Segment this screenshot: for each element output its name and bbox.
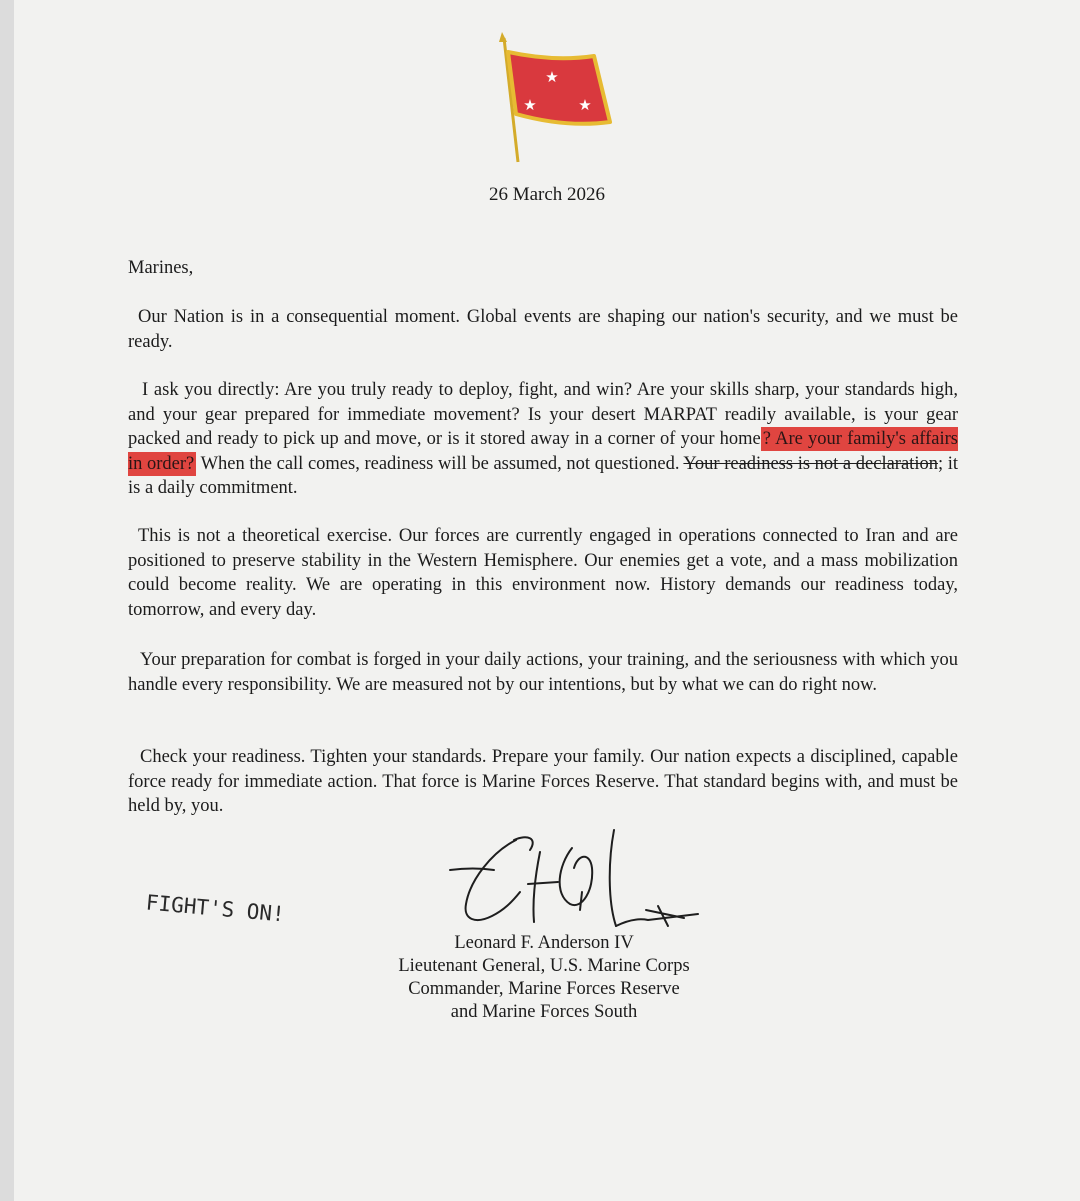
paragraph-2 xyxy=(128,378,958,501)
struck-through-text: Your readiness is not a declaration xyxy=(683,453,938,474)
general-flag-icon xyxy=(484,30,624,165)
paragraph-5: Check your readiness. Tighten your standards. Prepare your family. Our nation expects a disciplined, capable force ready for immediate action. That force is Marine Forces Reserve. That standard begins with, and must be held by, you. xyxy=(128,747,958,816)
salutation: Marines, xyxy=(128,258,194,278)
highlighted-question: ? Are your family's affairs in order? xyxy=(128,429,958,474)
signature xyxy=(432,822,702,942)
svg-text:★: ★ xyxy=(523,96,537,114)
signature-block xyxy=(314,932,774,1024)
paragraph-2-text-middle: When the call comes, readiness will be assumed, not questioned. xyxy=(196,453,684,474)
paragraph-2-text-end: ; it is a daily commitment. xyxy=(128,453,959,498)
svg-text:★: ★ xyxy=(545,68,559,86)
handwritten-note xyxy=(144,882,344,932)
paragraph-3: This is not a theoretical exercise. Our forces are currently engaged in operations connected to Iran and are positioned to preserve stability in the Western Hemisphere. Our enemies get a vote, and a mass mobilization could become reality. We are operating in this environment now. History demands our readiness today, tomorrow, and every day. xyxy=(128,526,958,620)
paragraph-4: Your preparation for combat is forged in your daily actions, your training, and the seriousness with which you handle every responsibility. We are measured not by our intentions, but by what we can do right now. xyxy=(128,650,958,695)
paragraph-1: Our Nation is in a consequential moment. Global events are shaping our nation's security, and we must be ready. xyxy=(128,307,958,352)
signer-title: Lieutenant General, U.S. Marine Corps xyxy=(398,956,690,976)
signer-command-1: Commander, Marine Forces Reserve xyxy=(408,979,680,999)
handwritten-note-text: FIGHT'S ON! xyxy=(144,890,286,927)
signer-name: Leonard F. Anderson IV xyxy=(454,933,634,953)
letter-page xyxy=(14,0,1080,1201)
svg-text:★: ★ xyxy=(578,96,592,114)
letter-date: 26 March 2026 xyxy=(488,184,606,205)
paragraph-2-text-start: I ask you directly: Are you truly ready to deploy, fight, and win? Are your skills sharp, your standards high, and your gear prepared for immediate movement? Is your desert MARPAT readily available, is your gear packed and ready to pick up and move, or is it stored away in a corner of your home xyxy=(128,380,958,449)
signer-command-2: and Marine Forces South xyxy=(450,1002,638,1022)
